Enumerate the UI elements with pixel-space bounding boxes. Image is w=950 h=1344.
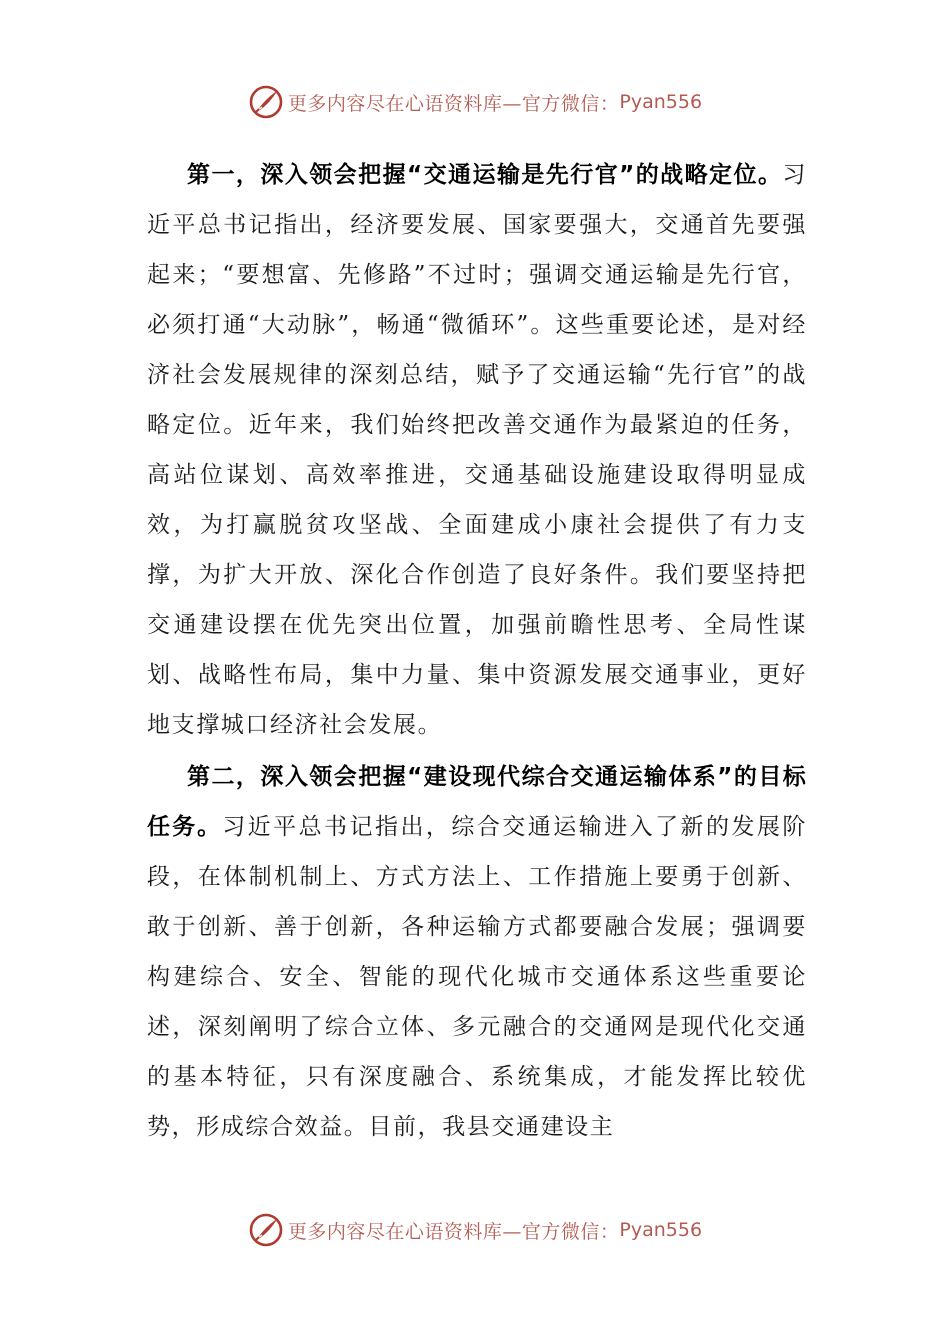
- paragraph-1-body: 习近平总书记指出，经济要发展、国家要强大，交通首先要强起来；“要想富、先修路”不过时；强调交通运输是先行官，必须打通“大动脉”，畅通“微循环”。这些重要论述，是对经济社会发展规律的深刻总结，赋予了交通运输“先行官”的战略定位。近年来，我们始终把改善交通作为最紧迫的任务，高站位谋划、高效率推进，交通基础设施建设取得明显成效，为打赢脱贫攻坚战、全面建成小康社会提供了有力支撑，为扩大开放、深化合作创造了良好条件。我们要坚持把交通建设摆在优先突出位置，加强前瞻性思考、全局性谋划、战略性布局，集中力量、集中资源发展交通事业，更好地支撑城口经济社会发展。: [147, 162, 807, 738]
- paragraph-1-heading: 第一，深入领会把握“交通运输是先行官”的战略定位。: [187, 162, 783, 188]
- footer-wechat-id: Pyan556: [619, 1219, 703, 1241]
- quill-logo-icon: [248, 1212, 284, 1248]
- paragraph-2-heading: 第二，深入领会把握“建设现代综合交通运输体系”的目标任务。: [147, 764, 807, 840]
- document-body: [147, 150, 807, 1152]
- footer-brand-text: 更多内容尽在心语资料库—官方微信：: [287, 1220, 620, 1243]
- quill-logo-icon: [248, 84, 284, 120]
- paragraph-2: [147, 752, 807, 1152]
- footer-banner: [0, 1210, 950, 1250]
- header-banner: [0, 82, 950, 122]
- header-brand-text: 更多内容尽在心语资料库—官方微信：: [287, 92, 620, 115]
- paragraph-1: [147, 150, 807, 750]
- header-wechat-id: Pyan556: [619, 91, 703, 113]
- paragraph-2-body: 习近平总书记指出，综合交通运输进入了新的发展阶段，在体制机制上、方式方法上、工作措施上要勇于创新、敢于创新、善于创新，各种运输方式都要融合发展；强调要构建综合、安全、智能的现代化城市交通体系这些重要论述，深刻阐明了综合立体、多元融合的交通网是现代化交通的基本特征，只有深度融合、系统集成，才能发挥比较优势，形成综合效益。目前，我县交通建设主: [147, 814, 807, 1140]
